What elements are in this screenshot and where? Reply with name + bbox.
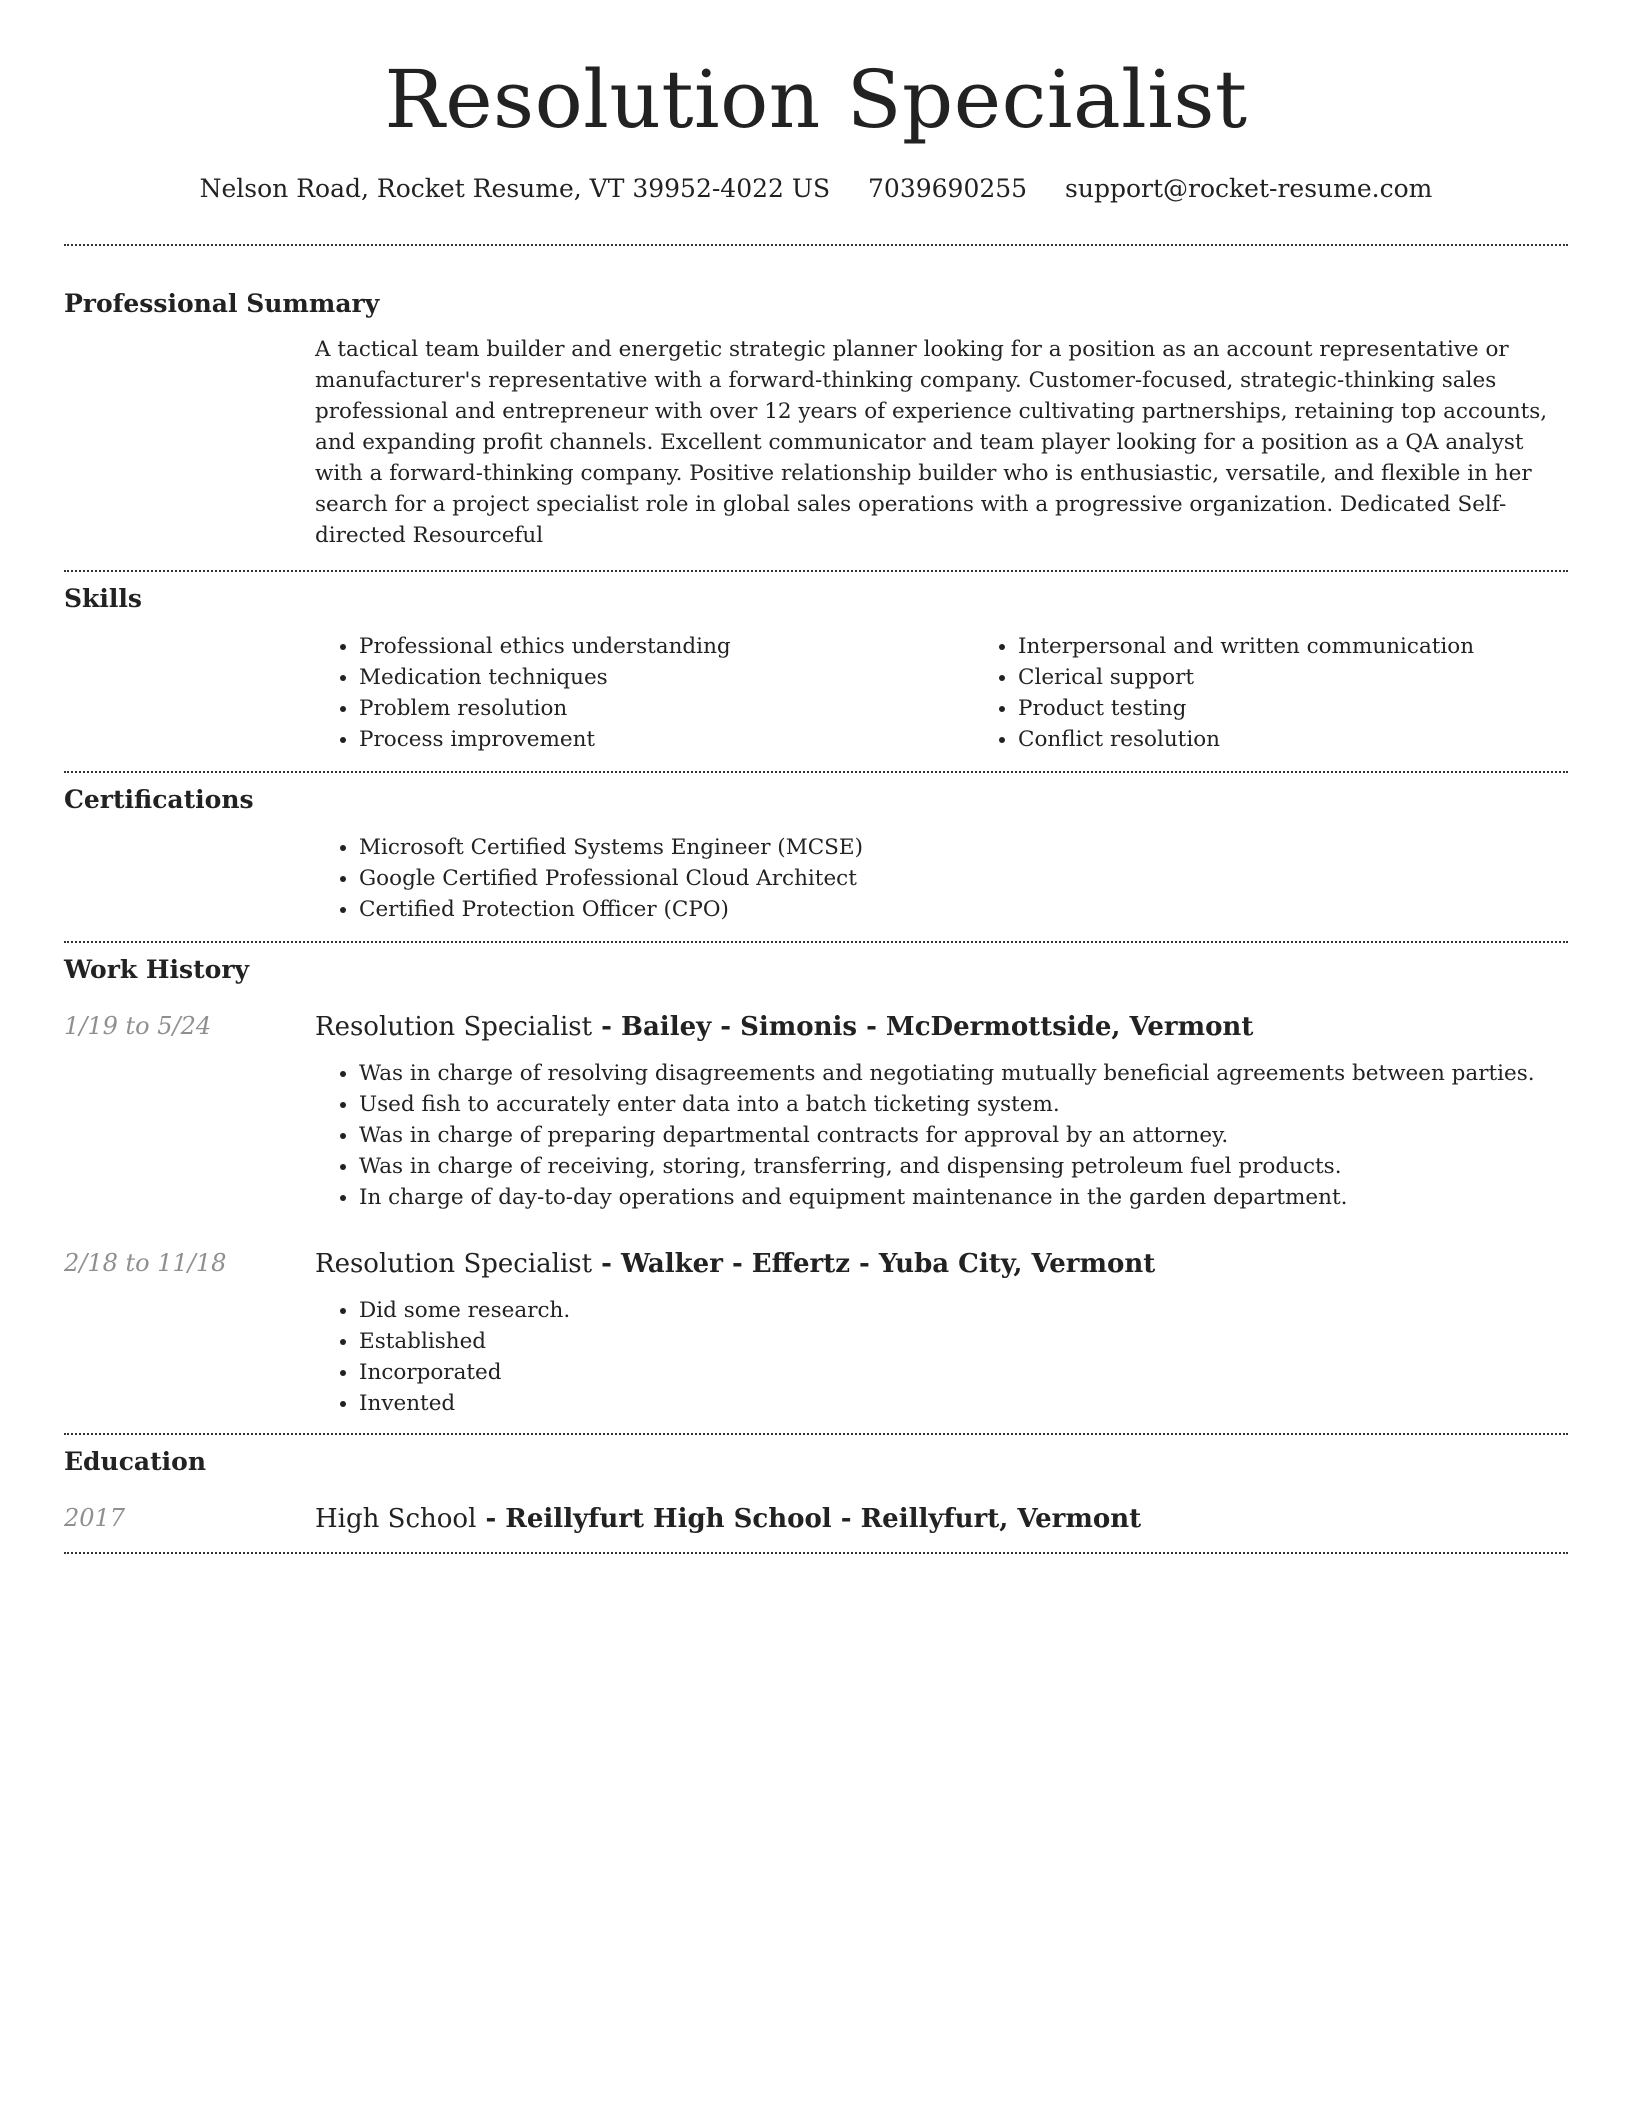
- contact-address: Nelson Road, Rocket Resume, VT 39952-4022 US: [199, 174, 831, 203]
- skill-item: • Conflict resolution: [1018, 724, 1632, 755]
- contact-email: support@rocket-resume.com: [1065, 174, 1433, 203]
- certification-item: • Google Certified Professional Cloud Architect: [359, 863, 1568, 894]
- skills-list-left: [315, 631, 974, 755]
- job-bullet: • In charge of day-to-day operations and equipment maintenance in the garden department.: [359, 1182, 1568, 1213]
- skill-item: • Product testing: [1018, 693, 1632, 724]
- education-degree: High School: [315, 1504, 477, 1534]
- work-section: [64, 943, 1568, 1433]
- contact-line: [64, 172, 1568, 206]
- job-role: Resolution Specialist: [315, 1249, 593, 1279]
- education-school: - Reillyfurt High School - Reillyfurt, Vermont: [476, 1504, 1142, 1534]
- skill-item: • Interpersonal and written communication: [1018, 631, 1632, 662]
- divider-education: [64, 1552, 1568, 1554]
- job-dates: 1/19 to 5/24: [64, 1012, 212, 1040]
- certification-item: • Certified Protection Officer (CPO): [359, 894, 1568, 925]
- job-bullet: • Was in charge of preparing departmental contracts for approval by an attorney.: [359, 1120, 1568, 1151]
- skill-item: • Medication techniques: [359, 662, 974, 693]
- job-bullets: [315, 1295, 1568, 1419]
- education-heading: Education: [64, 1447, 207, 1476]
- education-section: [64, 1435, 1568, 1552]
- job-title: [315, 1247, 1568, 1281]
- skills-list-right: [974, 631, 1632, 755]
- summary-section: [64, 246, 1568, 570]
- job-bullet: • Incorporated: [359, 1357, 1568, 1388]
- skills-section: [64, 572, 1568, 771]
- resume-name: Resolution Specialist: [384, 53, 1248, 146]
- job-bullet: • Did some research.: [359, 1295, 1568, 1326]
- summary-heading: Professional Summary: [64, 289, 380, 318]
- education-date: 2017: [64, 1504, 126, 1532]
- certifications-list: [315, 832, 1568, 925]
- job-entry: [64, 1247, 1568, 1419]
- skills-heading: Skills: [64, 584, 142, 613]
- skill-item: • Problem resolution: [359, 693, 974, 724]
- certification-item: • Microsoft Certified Systems Engineer (MCSE): [359, 832, 1568, 863]
- certifications-section: [64, 773, 1568, 941]
- job-dates: 2/18 to 11/18: [64, 1249, 227, 1277]
- job-entry: [64, 1010, 1568, 1213]
- job-employer: - Bailey - Simonis - McDermottside, Vermont: [592, 1012, 1254, 1042]
- skill-item: • Professional ethics understanding: [359, 631, 974, 662]
- job-bullet: • Invented: [359, 1388, 1568, 1419]
- job-employer: - Walker - Effertz - Yuba City, Vermont: [592, 1249, 1156, 1279]
- skill-item: • Clerical support: [1018, 662, 1632, 693]
- summary-text: A tactical team builder and energetic strategic planner looking for a position as an account representative or manufacturer's representative with a forward-thinking company. Customer-focused, strategic-thinking sales professional and entrepreneur with over 12 years of experience cultivating partnerships, retaining top accounts, and expanding profit channels. Excellent communicator and team player looking for a position as a QA analyst with a forward-thinking company. Positive relationship builder who is enthusiastic, versatile, and flexible in her search for a project specialist role in global sales operations with a progressive organization. Dedicated Self-directed Resourceful: [315, 337, 1548, 548]
- skill-item: • Process improvement: [359, 724, 974, 755]
- resume-page: [64, 0, 1568, 1554]
- education-title: [315, 1502, 1568, 1536]
- job-title: [315, 1010, 1568, 1044]
- job-bullet: • Was in charge of receiving, storing, transferring, and dispensing petroleum fuel products.: [359, 1151, 1568, 1182]
- contact-phone: 7039690255: [868, 174, 1028, 203]
- job-role: Resolution Specialist: [315, 1012, 593, 1042]
- certifications-heading: Certifications: [64, 785, 254, 814]
- job-bullet: • Was in charge of resolving disagreements and negotiating mutually beneficial agreements between parties.: [359, 1058, 1568, 1089]
- work-heading: Work History: [64, 955, 250, 984]
- job-bullet: • Established: [359, 1326, 1568, 1357]
- job-bullet: • Used fish to accurately enter data into a batch ticketing system.: [359, 1089, 1568, 1120]
- job-bullets: [315, 1058, 1568, 1213]
